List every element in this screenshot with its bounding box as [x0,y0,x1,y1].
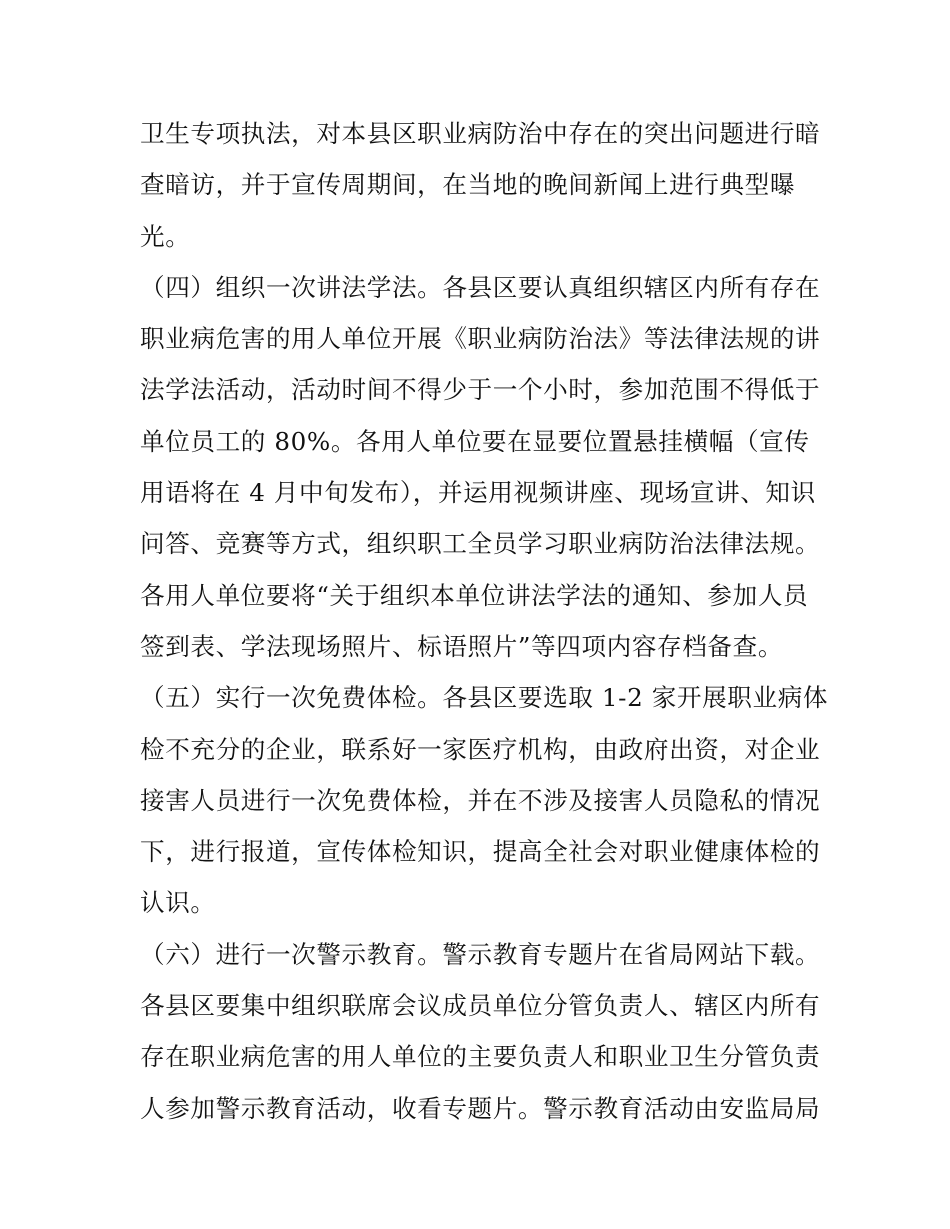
text-line: 签到表、学法现场照片、标语照片”等四项内容存档备查。 [140,631,784,661]
text-line: 查暗访，并于宣传周期间，在当地的晚间新闻上进行典型曝 [140,170,796,200]
text-line: 光。 [140,221,191,251]
text-line: 存在职业病危害的用人单位的主要负责人和职业卫生分管负责 [140,1042,821,1072]
text-line: 接害人员进行一次免费体检，并在不涉及接害人员隐私的情况 [140,785,821,815]
text-line: 认识。 [140,888,216,918]
body-text [140,108,829,1134]
text-line: 问答、竞赛等方式，组织职工全员学习职业病防治法律法规。 [140,529,821,559]
text-line: （五）实行一次免费体检。各县区要选取 1-2 家开展职业病体 [140,683,829,713]
text-line: 检不充分的企业，联系好一家医疗机构，由政府出资，对企业 [140,734,821,764]
text-line: （六）进行一次警示教育。警示教育专题片在省局网站下载。 [140,939,821,969]
text-line: 各县区要集中组织联席会议成员单位分管负责人、辖区内所有 [140,991,821,1021]
text-line: 法学法活动，活动时间不得少于一个小时，参加范围不得低于 [140,375,821,405]
text-line: 职业病危害的用人单位开展《职业病防治法》等法律法规的讲 [140,324,821,354]
text-line: 用语将在 4 月中旬发布），并运用视频讲座、现场宣讲、知识 [140,478,816,508]
text-line: 各用人单位要将“关于组织本单位讲法学法的通知、参加人员 [140,580,809,610]
text-line: 单位员工的 80%。各用人单位要在显要位置悬挂横幅（宣传 [140,426,810,456]
text-line: 下，进行报道，宣传体检知识，提高全社会对职业健康体检的 [140,837,821,867]
text-line: 人参加警示教育活动，收看专题片。警示教育活动由安监局局 [140,1093,821,1123]
text-line: （四）组织一次讲法学法。各县区要认真组织辖区内所有存在 [140,272,821,302]
text-line: 卫生专项执法，对本县区职业病防治中存在的突出问题进行暗 [140,119,821,148]
